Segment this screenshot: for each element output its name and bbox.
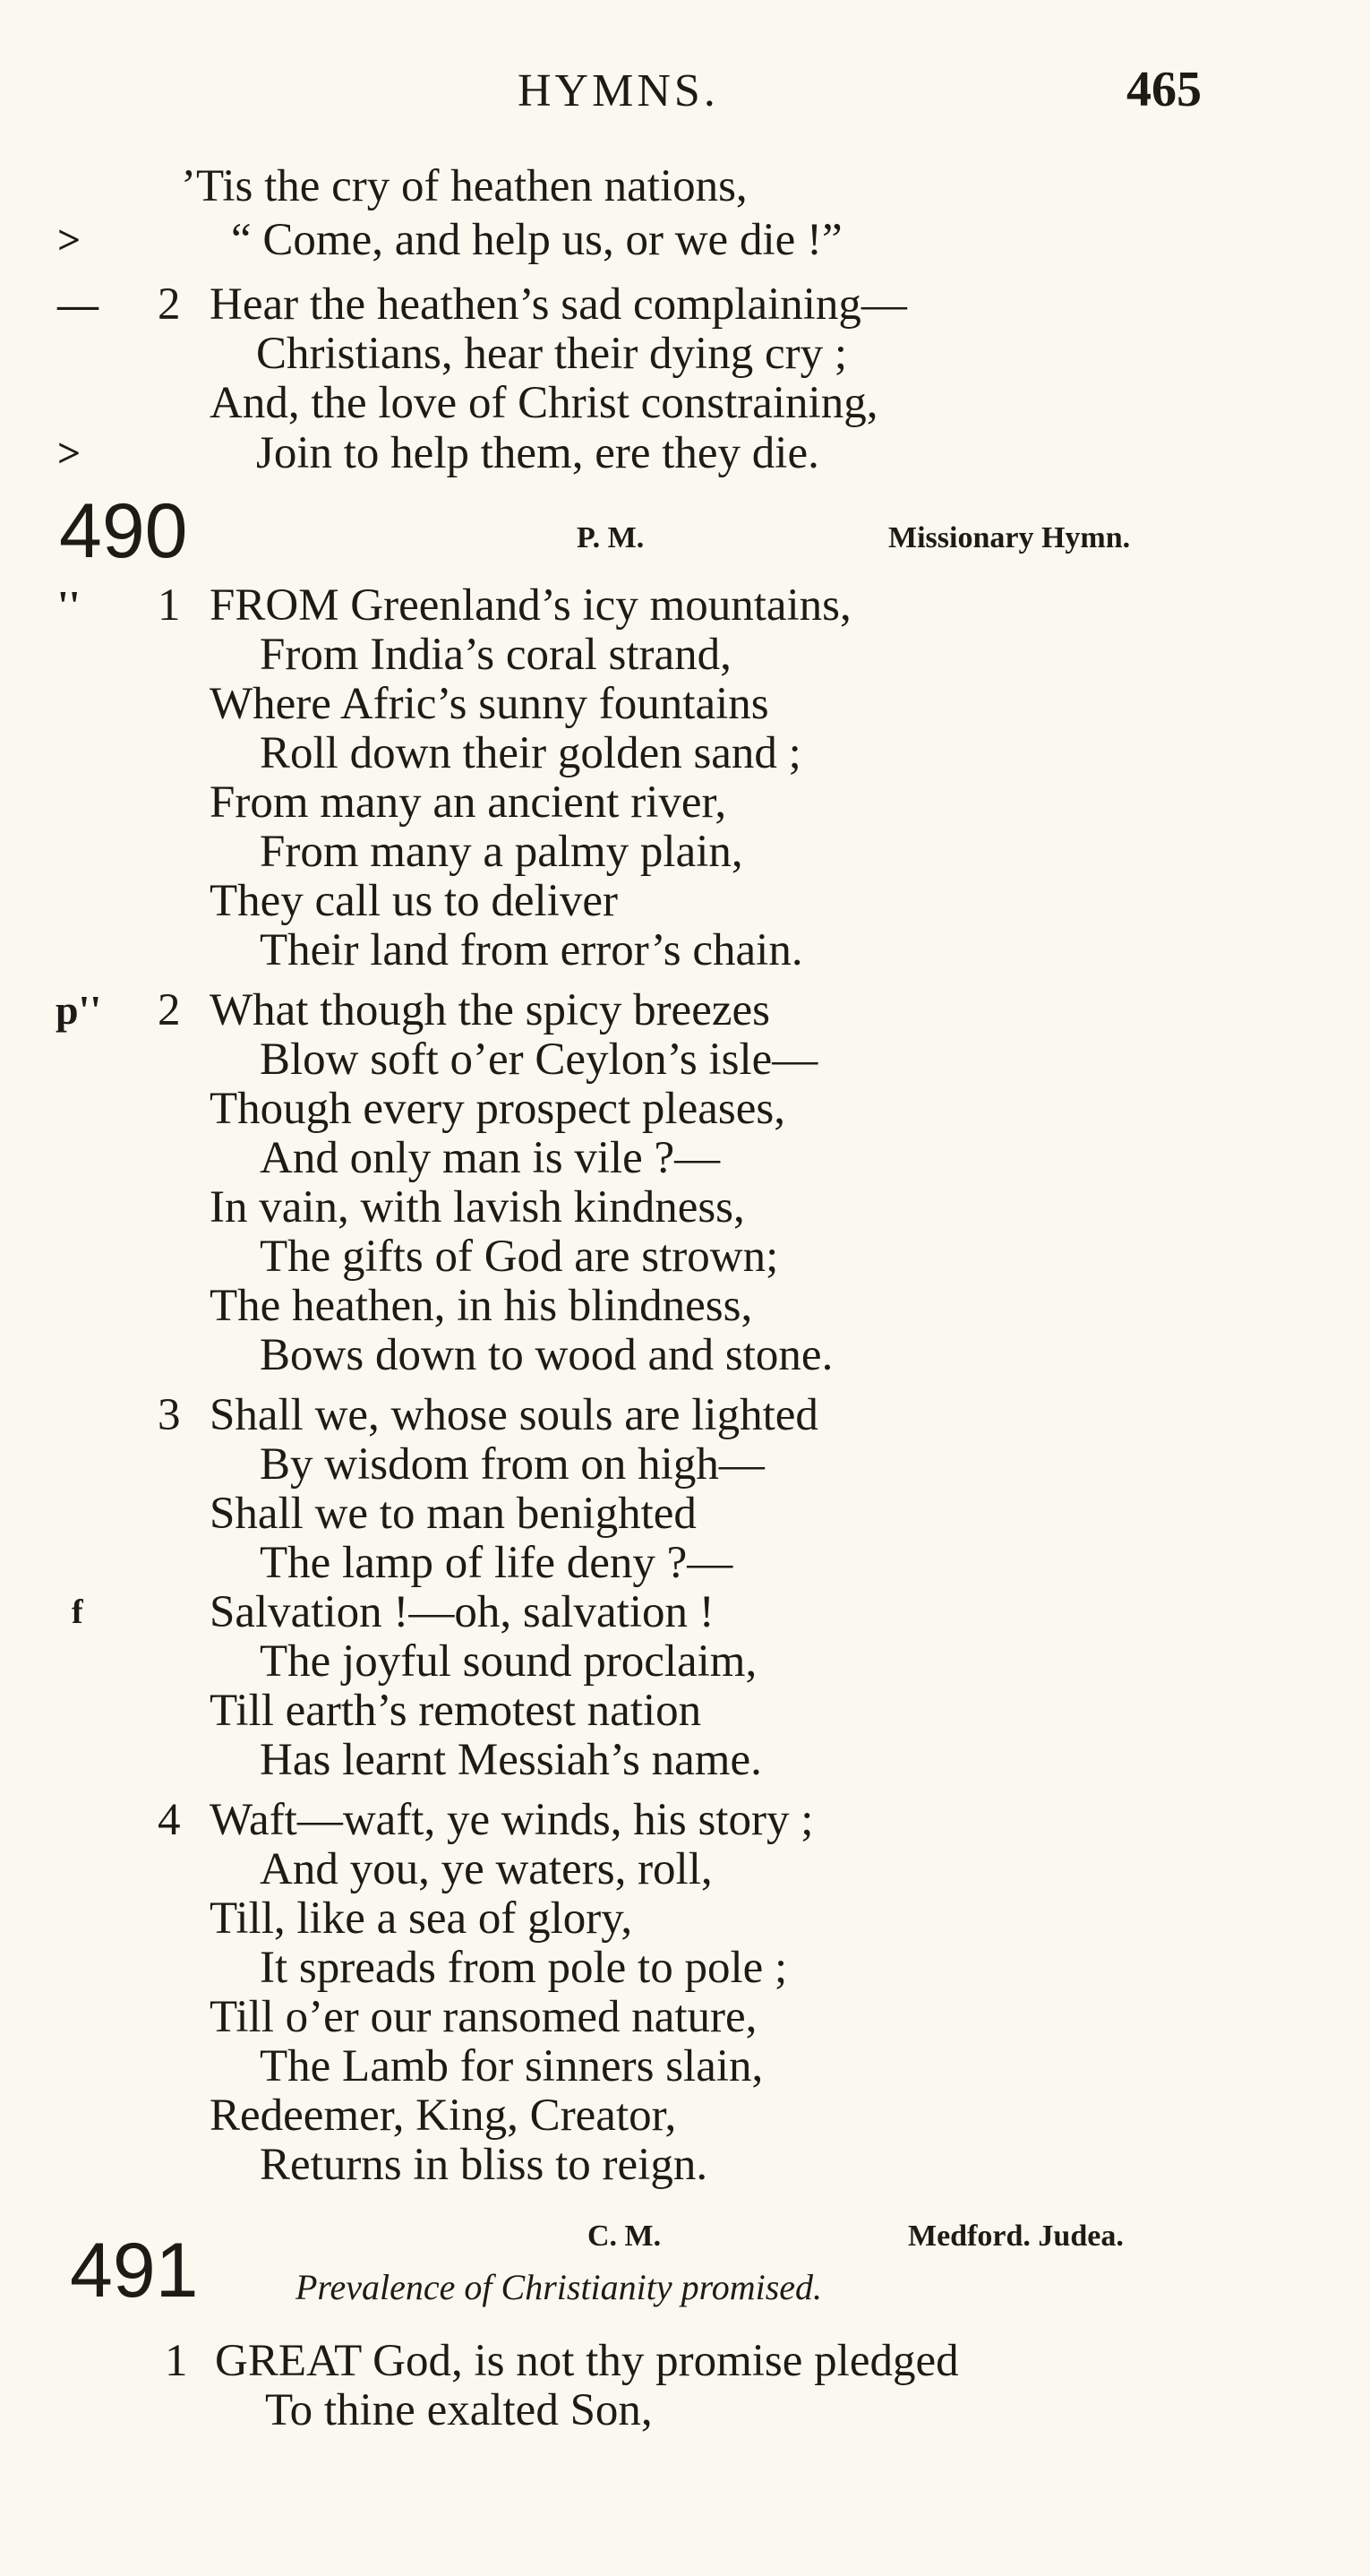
verse-line: FROM Greenland’s icy mountains, — [210, 580, 852, 631]
verse-line: And you, ye waters, roll, — [260, 1844, 713, 1894]
hymn-number: 490 — [59, 488, 188, 574]
verse-line: Blow soft o’er Ceylon’s isle— — [260, 1035, 818, 1085]
verse-line: Till o’er our ransomed nature, — [210, 1992, 758, 2042]
verse-line: The gifts of God are strown; — [260, 1232, 779, 1282]
dynamic-mark: '' — [57, 582, 81, 628]
verse-line: The lamp of life deny ?— — [260, 1538, 733, 1588]
verse-line: GREAT God, is not thy promise pledged — [215, 2336, 959, 2386]
hymn-tune: Medford. Judea. — [908, 2220, 1124, 2253]
hymn-tune: Missionary Hymn. — [888, 521, 1131, 554]
hymn-number: 491 — [70, 2228, 199, 2314]
verse-line: Waft—waft, ye winds, his story ; — [210, 1795, 814, 1845]
verse-line: Roll down their golden sand ; — [260, 728, 801, 778]
verse-line: The joyful sound proclaim, — [260, 1636, 758, 1687]
performance-mark: > — [57, 217, 81, 262]
verse-line: Join to help them, ere they die. — [256, 428, 819, 478]
verse-line: Shall we, whose souls are lighted — [210, 1390, 818, 1440]
verse-line: Salvation !—oh, salvation ! — [210, 1587, 715, 1637]
performance-mark: — — [57, 281, 98, 327]
verse-line: Has learnt Messiah’s name. — [260, 1735, 762, 1785]
verse-line: And only man is vile ?— — [260, 1133, 721, 1183]
verse-number: 2 — [158, 985, 181, 1035]
verse-line: Bows down to wood and stone. — [260, 1330, 834, 1380]
verse-line: ’Tis the cry of heathen nations, — [181, 161, 748, 211]
running-header-title: HYMNS. — [518, 65, 719, 116]
verse-line: In vain, with lavish kindness, — [210, 1182, 745, 1232]
verse-line: To thine exalted Son, — [265, 2385, 653, 2435]
verse-line: Christians, hear their dying cry ; — [256, 329, 848, 379]
dynamic-mark: f — [72, 1593, 83, 1631]
verse-line: From India’s coral strand, — [260, 630, 732, 680]
verse-line: Returns in bliss to reign. — [260, 2140, 708, 2190]
verse-line: Till earth’s remotest nation — [210, 1686, 702, 1736]
verse-line: They call us to deliver — [210, 876, 619, 926]
verse-line: Where Afric’s sunny fountains — [210, 679, 769, 729]
verse-number: 1 — [165, 2336, 188, 2386]
hymn-meter: C. M. — [587, 2220, 662, 2253]
verse-number: 4 — [158, 1795, 181, 1845]
verse-number: 3 — [158, 1390, 181, 1440]
verse-number: 1 — [158, 580, 181, 631]
verse-line: It spreads from pole to pole ; — [260, 1943, 788, 1993]
performance-mark: > — [57, 430, 81, 476]
verse-line: Hear the heathen’s sad complaining— — [210, 279, 907, 330]
verse-line: The Lamb for sinners slain, — [260, 2041, 764, 2091]
hymn-meter: P. M. — [577, 521, 645, 554]
verse-line: What though the spicy breezes — [210, 985, 770, 1035]
verse-line: From many an ancient river, — [210, 777, 727, 828]
verse-line: The heathen, in his blindness, — [210, 1281, 753, 1331]
verse-number: 2 — [158, 279, 181, 330]
verse-line: And, the love of Christ constraining, — [210, 378, 878, 428]
verse-line: “ Come, and help us, or we die !” — [231, 215, 843, 265]
dynamic-mark: p'' — [56, 987, 102, 1033]
verse-line: Though every prospect pleases, — [210, 1084, 785, 1134]
verse-line: Shall we to man benighted — [210, 1489, 697, 1539]
verse-line: Till, like a sea of glory, — [210, 1893, 633, 1944]
page-number: 465 — [1126, 62, 1202, 117]
verse-line: From many a palmy plain, — [260, 827, 743, 877]
verse-line: By wisdom from on high— — [260, 1439, 765, 1490]
verse-line: Redeemer, King, Creator, — [210, 2091, 677, 2141]
verse-line: Their land from error’s chain. — [260, 925, 803, 975]
hymn-subtitle: Prevalence of Christianity promised. — [295, 2267, 823, 2307]
